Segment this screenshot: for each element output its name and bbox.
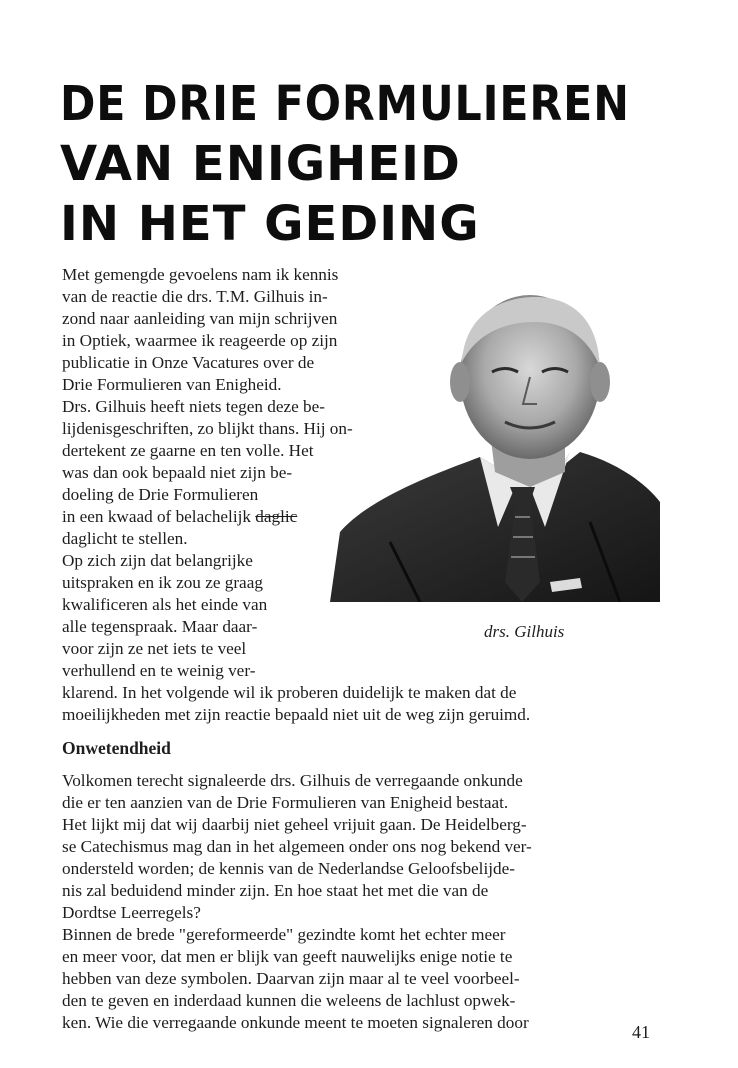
text-line: Dordtse Leerregels? (62, 903, 201, 922)
text-line: Volkomen terecht signaleerde drs. Gilhuis de verregaande onkunde (62, 771, 523, 790)
text-line: lijdenisgeschriften, zo blijkt thans. Hij on- (62, 419, 353, 438)
text-line: van de reactie die drs. T.M. Gilhuis in- (62, 287, 328, 306)
text-line: uitspraken en ik zou ze graag (62, 573, 263, 592)
text-line: publicatie in Onze Vacatures over de (62, 353, 315, 372)
text-line: in Optiek, waarmee ik reageerde op zijn (62, 331, 338, 350)
text-line: Op zich zijn dat belangrijke (62, 551, 253, 570)
text-line: doeling de Drie Formulieren (62, 485, 259, 504)
section-heading: Onwetendheid (62, 738, 171, 758)
text-line: se Catechismus mag dan in het algemeen onder ons nog bekend ver- (62, 837, 532, 856)
portrait-photo (330, 282, 660, 602)
text-line: Met gemengde gevoelens nam ik kennis (62, 265, 339, 284)
text-line: zond naar aanleiding van mijn schrijven (62, 309, 338, 328)
photo-caption: drs. Gilhuis (484, 622, 565, 641)
title-line-2: VAN ENIGHEID (60, 136, 461, 192)
text-line: den te geven en inderdaad kunnen die weleens de lachlust opwek- (62, 991, 516, 1010)
struck-word: daglic (255, 507, 298, 526)
text-line: kwalificeren als het einde van (62, 595, 268, 614)
text-line: voor zijn ze net iets te veel (62, 639, 247, 658)
text-line: moeilijkheden met zijn reactie bepaald niet uit de weg zijn geruimd. (62, 705, 531, 724)
text-line: hebben van deze symbolen. Daarvan zijn maar al te veel voorbeel- (62, 969, 520, 988)
text-line: alle tegenspraak. Maar daar- (62, 617, 258, 636)
title-line-3: IN HET GEDING (60, 196, 480, 252)
text-line: die er ten aanzien van de Drie Formulieren van Enigheid bestaat. (62, 793, 509, 812)
text-line: klarend. In het volgende wil ik proberen duidelijk te maken dat de (62, 683, 517, 702)
text-line: dertekent ze gaarne en ten volle. Het (62, 441, 314, 460)
text-line: Drie Formulieren van Enigheid. (62, 375, 282, 394)
text-line: was dan ook bepaald niet zijn be- (62, 463, 293, 482)
text-line (62, 506, 297, 528)
text-line: ken. Wie die verregaande onkunde meent te moeten signaleren door (62, 1013, 529, 1032)
text-line: Drs. Gilhuis heeft niets tegen deze be- (62, 397, 325, 416)
text-line: en meer voor, dat men er blijk van geeft nauwelijks enige notie te (62, 947, 513, 966)
text-line-part: in een kwaad of belachelijk (62, 507, 251, 526)
text-line: ondersteld worden; de kennis van de Nederlandse Geloofsbelijde- (62, 859, 515, 878)
text-line: Het lijkt mij dat wij daarbij niet geheel vrijuit gaan. De Heidelberg- (62, 815, 527, 834)
text-line: verhullend en te weinig ver- (62, 661, 256, 680)
text-line: daglicht te stellen. (62, 529, 188, 548)
text-line: nis zal beduidend minder zijn. En hoe staat het met die van de (62, 881, 489, 900)
title-line-1: DE DRIE FORMULIEREN (60, 76, 630, 132)
text-line: Binnen de brede "gereformeerde" gezindte komt het echter meer (62, 925, 506, 944)
page-number: 41 (632, 1022, 650, 1042)
